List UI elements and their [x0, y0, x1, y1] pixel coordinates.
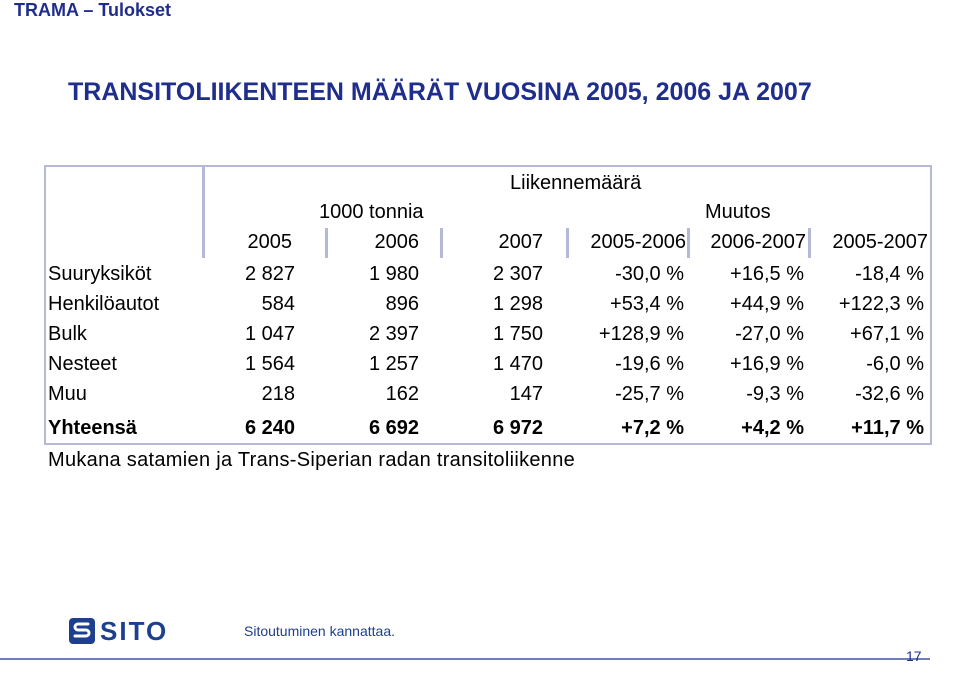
- table-cell: -27,0 %: [735, 323, 804, 345]
- column-separator: [325, 228, 328, 258]
- group-header: Liikennemäärä: [510, 172, 642, 194]
- table-cell: 1 257: [368, 353, 419, 375]
- table-cell: +128,9 %: [598, 323, 684, 345]
- row-label: Suuryksiköt: [48, 263, 152, 285]
- table-cell: -30,0 %: [615, 263, 684, 285]
- footnote: Mukana satamien ja Trans-Siperian radan transitoliikenne: [48, 449, 576, 471]
- table-cell: 2 827: [244, 263, 295, 285]
- sito-s-icon: [68, 617, 96, 645]
- change-header: Muutos: [705, 201, 771, 223]
- table-cell: -25,7 %: [615, 383, 684, 405]
- table-cell-total: 6 240: [244, 417, 295, 439]
- column-header-2006: 2006: [374, 231, 419, 253]
- footer-divider: [0, 658, 930, 660]
- table-cell: -9,3 %: [746, 383, 804, 405]
- page-number: 17: [906, 648, 922, 664]
- column-header-2005: 2005: [247, 231, 292, 253]
- table-cell: +67,1 %: [850, 323, 924, 345]
- volume-unit: 1000 tonnia: [319, 201, 424, 223]
- row-label: Muu: [48, 383, 87, 405]
- row-label: Henkilöautot: [48, 293, 160, 315]
- column-header-2006-2007: 2006-2007: [710, 231, 806, 253]
- table-cell: -6,0 %: [866, 353, 924, 375]
- column-header-2005-2007: 2005-2007: [832, 231, 928, 253]
- table-cell: 896: [385, 293, 419, 315]
- table-cell: 1 750: [492, 323, 543, 345]
- table-cell: -19,6 %: [615, 353, 684, 375]
- table-cell: +44,9 %: [730, 293, 804, 315]
- column-header-2005-2006: 2005-2006: [590, 231, 686, 253]
- table-cell-total: 6 692: [368, 417, 419, 439]
- table-cell: 1 564: [244, 353, 295, 375]
- column-header-2007: 2007: [498, 231, 543, 253]
- table-cell: +53,4 %: [610, 293, 684, 315]
- table-cell-total: 6 972: [492, 417, 543, 439]
- table-cell: +16,5 %: [730, 263, 804, 285]
- row-label: Nesteet: [48, 353, 117, 375]
- table-cell: 162: [385, 383, 419, 405]
- logo-text: SITO: [100, 616, 169, 646]
- table-cell: 218: [261, 383, 295, 405]
- table-cell: 1 298: [492, 293, 543, 315]
- table-cell: 1 047: [244, 323, 295, 345]
- table-cell: 584: [261, 293, 295, 315]
- table-cell-total: +7,2 %: [621, 417, 684, 439]
- slide-title: TRANSITOLIIKENTEEN MÄÄRÄT VUOSINA 2005, 2006 JA 2007: [68, 78, 812, 106]
- table-cell: 1 470: [492, 353, 543, 375]
- row-label-total: Yhteensä: [48, 417, 137, 439]
- table-cell: 2 307: [492, 263, 543, 285]
- logo-tagline: Sitoutuminen kannattaa.: [244, 623, 395, 639]
- table-cell-total: +4,2 %: [741, 417, 804, 439]
- header-label: TRAMA – Tulokset: [14, 0, 172, 20]
- table-cell-total: +11,7 %: [851, 417, 924, 439]
- table-cell: +122,3 %: [838, 293, 924, 315]
- row-label: Bulk: [48, 323, 87, 345]
- table-cell: +16,9 %: [730, 353, 804, 375]
- column-separator: [440, 228, 443, 258]
- table-cell: 147: [509, 383, 543, 405]
- table-cell: -18,4 %: [855, 263, 924, 285]
- table-cell: 1 980: [368, 263, 419, 285]
- table-cell: 2 397: [368, 323, 419, 345]
- table-cell: -32,6 %: [855, 383, 924, 405]
